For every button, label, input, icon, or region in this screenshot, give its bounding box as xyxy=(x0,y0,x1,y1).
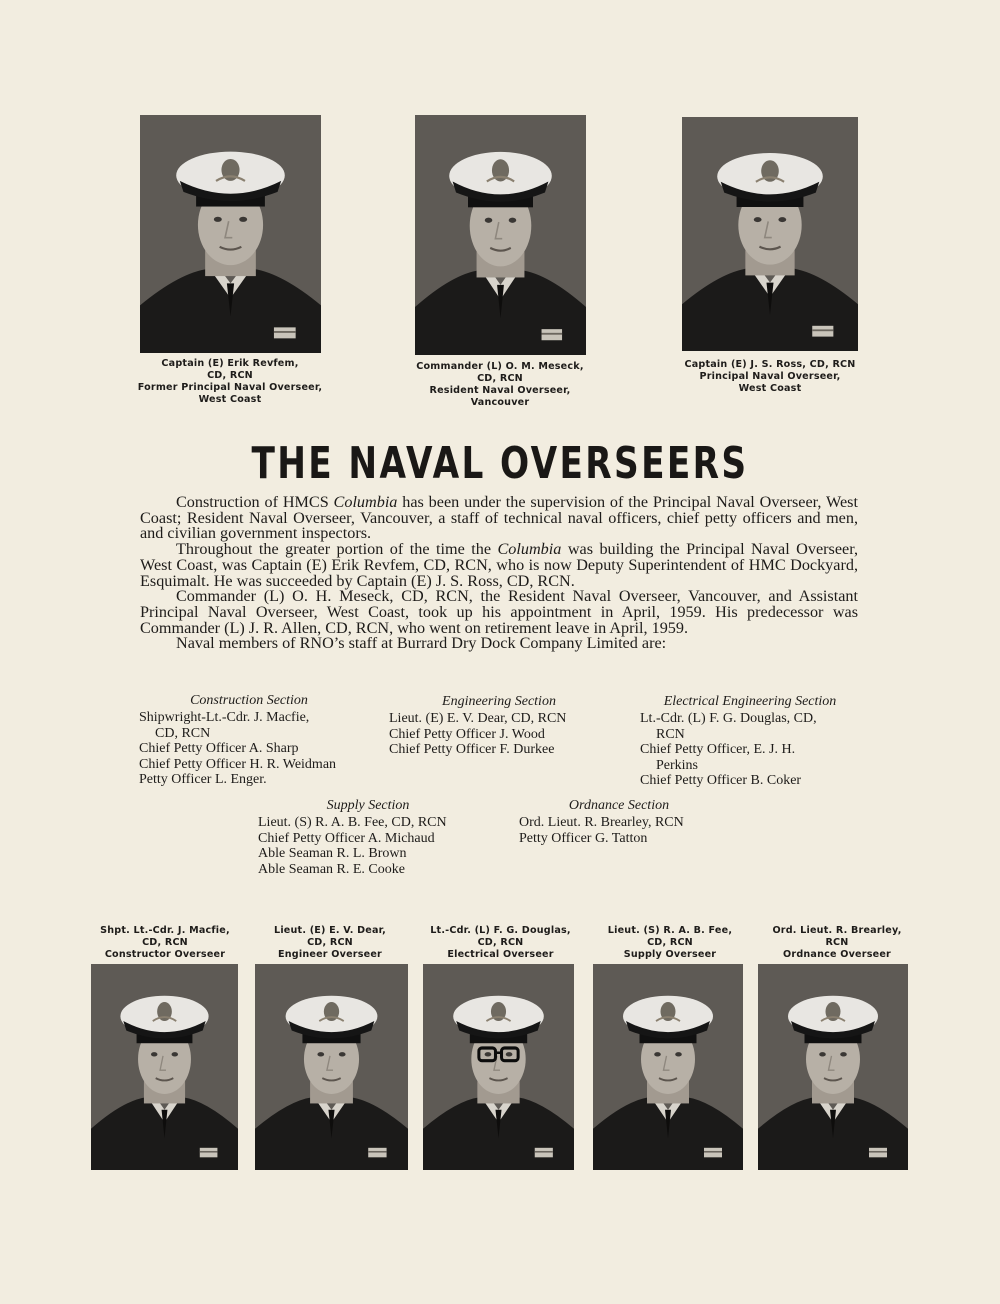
caption-line: RCN xyxy=(825,937,849,948)
caption-line: Ordnance Overseer xyxy=(783,949,891,960)
staff-member: Perkins xyxy=(656,757,698,773)
portrait-photo xyxy=(423,964,574,1170)
caption-line: Vancouver xyxy=(470,397,530,408)
portrait-photo xyxy=(255,964,408,1170)
caption-line: Electrical Overseer xyxy=(447,949,554,960)
portrait-caption xyxy=(413,925,588,961)
portrait-caption xyxy=(130,358,330,406)
portrait-caption xyxy=(585,925,755,961)
caption-line: Ord. Lieut. R. Brearley, xyxy=(772,925,902,936)
section-title: Engineering Section xyxy=(442,694,556,709)
text-run: Naval members of RNO’s staff at Burrard Dry Dock Company Limited are: xyxy=(176,634,667,653)
staff-member: Chief Petty Officer A. Michaud xyxy=(258,830,435,846)
staff-member: Petty Officer L. Enger. xyxy=(139,772,267,788)
paragraph xyxy=(140,589,858,636)
text-run: has been under the supervision of the Principal Naval Overseer, West Coast; Resident Naval Overseer, Vancouver, a staff of technical naval officers, chief petty officers and men, and civilian government inspectors. xyxy=(140,493,858,543)
caption-line: West Coast xyxy=(198,394,262,405)
paragraph xyxy=(140,636,858,652)
caption-line: Supply Overseer xyxy=(623,949,717,960)
caption-line: Constructor Overseer xyxy=(104,949,226,960)
portrait-photo xyxy=(758,964,908,1170)
text-run: was building the Principal Naval Overseer, West Coast, was Captain (E) Erik Revfem, CD, RCN, who is now Deputy Superintendent of HMC Dockyard, Esquimalt. He was succeeded by Captain (E) J. S. Ross, CD, RCN. xyxy=(140,540,858,590)
staff-section-engineering xyxy=(389,694,629,758)
caption-line: Lieut. (E) E. V. Dear, xyxy=(274,925,386,936)
staff-member: Lt.-Cdr. (L) F. G. Douglas, CD, xyxy=(640,711,817,727)
portrait-photo xyxy=(415,115,586,355)
caption-line: Captain (E) Erik Revfem, xyxy=(161,358,299,369)
staff-member: Lieut. (S) R. A. B. Fee, CD, RCN xyxy=(258,815,447,831)
portrait-caption xyxy=(245,925,415,961)
text-run: Construction of HMCS xyxy=(176,493,334,511)
portrait-photo xyxy=(140,115,321,353)
staff-member: Chief Petty Officer H. R. Weidman xyxy=(139,756,337,772)
staff-member: CD, RCN xyxy=(155,725,211,741)
section-title: Supply Section xyxy=(326,798,410,813)
staff-member: Chief Petty Officer J. Wood xyxy=(389,726,545,742)
article-body xyxy=(140,495,858,652)
portrait-caption xyxy=(752,925,922,961)
portrait-photo xyxy=(593,964,743,1170)
section-title: Electrical Engineering Section xyxy=(663,694,837,709)
paragraph xyxy=(140,542,858,589)
ship-name: Columbia xyxy=(497,540,562,559)
caption-line: Principal Naval Overseer, xyxy=(699,371,841,382)
caption-line: CD, RCN xyxy=(477,373,523,384)
caption-line: CD, RCN xyxy=(142,937,188,948)
caption-line: CD, RCN xyxy=(647,937,693,948)
caption-line: Shpt. Lt.-Cdr. J. Macfie, xyxy=(100,925,230,936)
text-run: Throughout the greater portion of the time the xyxy=(176,540,498,559)
paragraph xyxy=(140,495,858,542)
page-title: THE NAVAL OVERSEERS xyxy=(251,438,749,489)
caption-line: CD, RCN xyxy=(207,370,253,381)
caption-line: Lt.-Cdr. (L) F. G. Douglas, xyxy=(430,925,571,936)
staff-member: Chief Petty Officer B. Coker xyxy=(640,773,802,789)
ship-name: Columbia xyxy=(333,493,398,511)
section-title: Construction Section xyxy=(190,693,308,708)
caption-line: CD, RCN xyxy=(307,937,353,948)
caption-line: CD, RCN xyxy=(477,937,524,948)
portrait-caption xyxy=(665,359,875,395)
portrait-caption xyxy=(400,361,600,409)
caption-line: Resident Naval Overseer, xyxy=(429,385,571,396)
portrait-caption xyxy=(80,925,250,961)
staff-section-construction xyxy=(139,693,379,787)
caption-line: Lieut. (S) R. A. B. Fee, xyxy=(607,925,733,936)
text-run: Commander (L) O. H. Meseck, CD, RCN, the Resident Naval Overseer, Vancouver, and Assistant Principal Naval Overseer, West Coast, took up his appointment in April, 1959. His predecessor was Commander (L) J. R. Allen, CD, RCN, who went on retirement leave in April, 1959. xyxy=(140,587,858,637)
staff-member: Chief Petty Officer, E. J. H. xyxy=(640,742,796,758)
caption-line: Commander (L) O. M. Meseck, xyxy=(416,361,584,372)
staff-member: Able Seaman R. E. Cooke xyxy=(258,861,405,877)
caption-line: Engineer Overseer xyxy=(278,949,382,960)
staff-section-ordnance xyxy=(519,798,759,846)
portrait-photo xyxy=(91,964,238,1170)
staff-member: RCN xyxy=(656,726,685,742)
staff-member: Lieut. (E) E. V. Dear, CD, RCN xyxy=(389,711,567,727)
staff-member: Shipwright-Lt.-Cdr. J. Macfie, xyxy=(139,710,310,726)
caption-line: Captain (E) J. S. Ross, CD, RCN xyxy=(684,359,856,370)
caption-line: Former Principal Naval Overseer, xyxy=(137,382,323,393)
staff-section-supply xyxy=(258,798,498,877)
staff-section-electrical xyxy=(640,694,870,788)
staff-member: Chief Petty Officer F. Durkee xyxy=(389,742,555,758)
portrait-photo xyxy=(682,117,858,351)
caption-line: West Coast xyxy=(738,383,802,394)
staff-member: Petty Officer G. Tatton xyxy=(519,830,648,846)
staff-member: Able Seaman R. L. Brown xyxy=(258,846,407,862)
staff-member: Chief Petty Officer A. Sharp xyxy=(139,741,299,757)
section-title: Ordnance Section xyxy=(568,798,670,813)
staff-member: Ord. Lieut. R. Brearley, RCN xyxy=(519,815,684,831)
